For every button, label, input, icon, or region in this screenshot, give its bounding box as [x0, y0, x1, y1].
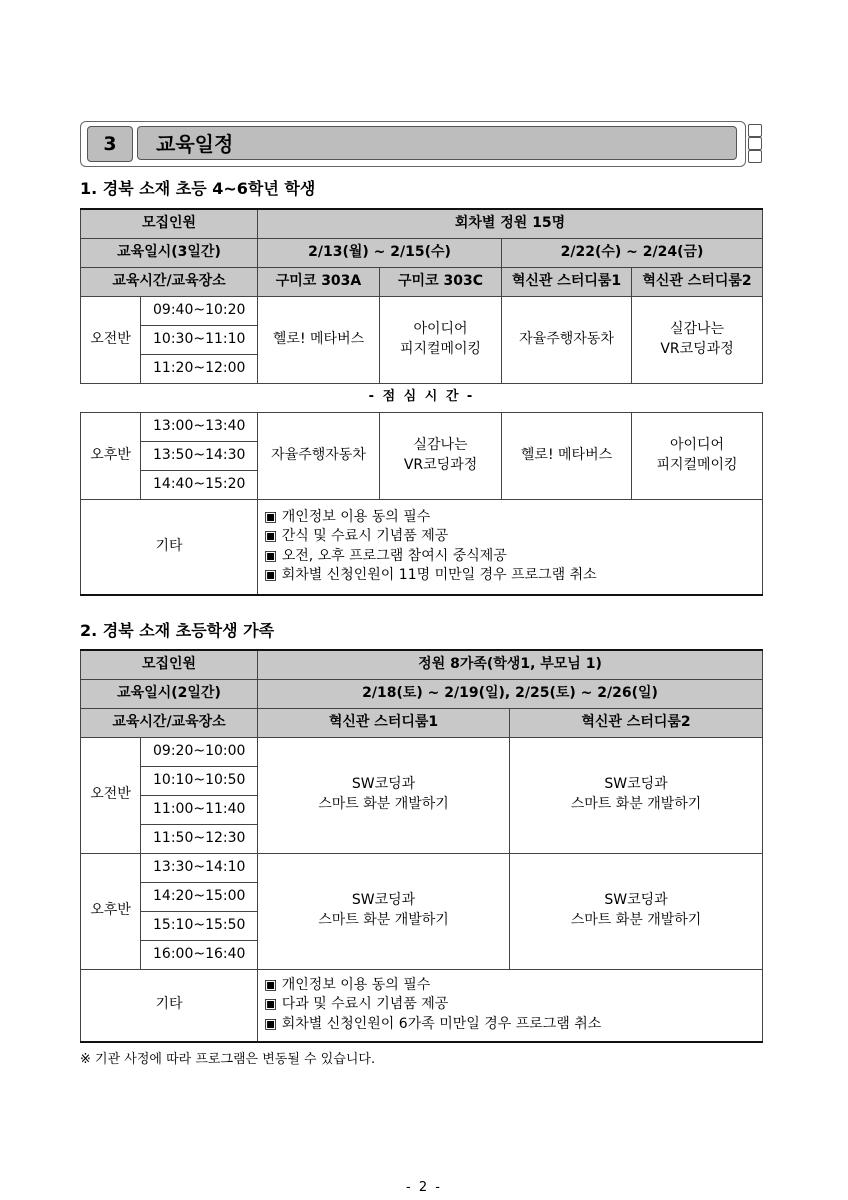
date-range: 2/18(토) ~ 2/19(일), 2/25(토) ~ 2/26(일)	[258, 679, 763, 708]
subsection-1-title: 1. 경북 소재 초등 4~6학년 학생	[80, 179, 316, 198]
program-line: SW코딩과	[604, 892, 668, 909]
program-line: 실감나는	[413, 436, 468, 453]
date-range: 2/22(수) ~ 2/24(금)	[502, 238, 763, 267]
program-cell	[502, 296, 632, 383]
program-cell	[258, 412, 380, 499]
etc-label: 기타	[81, 499, 258, 595]
program-cell	[510, 853, 763, 969]
recruit-label: 모집인원	[81, 650, 258, 679]
time-slot: 14:40~15:20	[141, 470, 258, 499]
section-title: 교육일정	[137, 126, 737, 160]
note-item: ▣ 개인정보 이용 동의 필수	[264, 508, 431, 525]
section-number: 3	[87, 126, 133, 162]
etc-label: 기타	[81, 969, 258, 1042]
time-slot: 09:20~10:00	[141, 737, 258, 766]
recruit-value: 정원 8가족(학생1, 부모님 1)	[258, 650, 763, 679]
program-line: 스마트 화분 개발하기	[570, 912, 702, 928]
recruit-value: 회차별 정원 15명	[258, 209, 763, 238]
header-tab-decoration	[748, 137, 762, 150]
time-slot: 13:50~14:30	[141, 441, 258, 470]
program-cell	[510, 737, 763, 853]
header-tab-decoration	[748, 124, 762, 137]
program-line: 자율주행자동차	[519, 330, 614, 347]
program-line: 자율주행자동차	[271, 446, 366, 463]
room-header: 혁신관 스터디룸2	[632, 267, 763, 296]
time-slot: 16:00~16:40	[141, 940, 258, 969]
schedule-table-1	[80, 208, 763, 596]
room-header: 혁신관 스터디룸1	[502, 267, 632, 296]
lunch-break: - 점 심 시 간 -	[81, 383, 763, 412]
time-place-label: 교육시간/교육장소	[81, 267, 258, 296]
program-line: SW코딩과	[604, 776, 668, 793]
note-item: ▣ 회차별 신청인원이 11명 미만일 경우 프로그램 취소	[264, 567, 597, 584]
program-cell	[258, 853, 510, 969]
room-header: 구미코 303C	[380, 267, 502, 296]
program-cell	[632, 412, 763, 499]
schedule-table-2	[80, 649, 763, 1043]
note-item: ▣ 오전, 오후 프로그램 참여시 중식제공	[264, 547, 507, 564]
program-line: 아이디어	[413, 320, 468, 337]
room-header: 혁신관 스터디룸1	[258, 708, 510, 737]
footnote: ※ 기관 사정에 따라 프로그램은 변동될 수 있습니다.	[80, 1052, 376, 1067]
recruit-label: 모집인원	[81, 209, 258, 238]
time-slot: 13:00~13:40	[141, 412, 258, 441]
time-slot: 10:30~11:10	[141, 325, 258, 354]
am-session-label: 오전반	[81, 737, 141, 853]
program-line: 실감나는	[669, 320, 725, 337]
time-slot: 14:20~15:00	[141, 882, 258, 911]
program-cell	[502, 412, 632, 499]
note-item: ▣ 개인정보 이용 동의 필수	[264, 976, 431, 993]
time-slot: 13:30~14:10	[141, 853, 258, 882]
program-cell	[258, 737, 510, 853]
pm-session-label: 오후반	[81, 853, 141, 969]
time-place-label: 교육시간/교육장소	[81, 708, 258, 737]
program-cell	[380, 412, 502, 499]
notes-cell	[258, 969, 763, 1042]
note-item: ▣ 간식 및 수료시 기념품 제공	[264, 528, 449, 545]
program-cell	[380, 296, 502, 383]
program-line: 피지컬메이킹	[656, 456, 738, 473]
program-line: SW코딩과	[351, 892, 416, 909]
section-header	[80, 121, 764, 167]
time-slot: 11:50~12:30	[141, 824, 258, 853]
program-line: 헬로! 메타버스	[520, 446, 613, 463]
page-number: - 2 -	[406, 1180, 442, 1195]
note-item: ▣ 회차별 신청인원이 6가족 미만일 경우 프로그램 취소	[264, 1016, 602, 1033]
time-slot: 11:20~12:00	[141, 354, 258, 383]
am-session-label: 오전반	[81, 296, 141, 383]
time-slot: 15:10~15:50	[141, 911, 258, 940]
program-line: 스마트 화분 개발하기	[318, 912, 449, 928]
note-item: ▣ 다과 및 수료시 기념품 제공	[264, 996, 449, 1013]
program-line: 스마트 화분 개발하기	[570, 796, 702, 812]
time-slot: 10:10~10:50	[141, 766, 258, 795]
dates-label: 교육일시(2일간)	[81, 679, 258, 708]
time-slot: 09:40~10:20	[141, 296, 258, 325]
program-line: 헬로! 메타버스	[272, 330, 365, 347]
dates-label: 교육일시(3일간)	[81, 238, 258, 267]
subsection-2-title: 2. 경북 소재 초등학생 가족	[80, 621, 275, 640]
program-line: SW코딩과	[351, 776, 416, 793]
program-line: VR코딩과정	[403, 456, 478, 473]
date-range: 2/13(월) ~ 2/15(수)	[258, 238, 502, 267]
section-header-frame	[80, 121, 746, 167]
program-line: 피지컬메이킹	[399, 340, 482, 357]
time-slot: 11:00~11:40	[141, 795, 258, 824]
room-header: 혁신관 스터디룸2	[510, 708, 763, 737]
program-line: 스마트 화분 개발하기	[318, 796, 449, 812]
header-tab-decoration	[748, 150, 762, 163]
program-cell	[632, 296, 763, 383]
pm-session-label: 오후반	[81, 412, 141, 499]
program-line: 아이디어	[669, 436, 725, 453]
program-line: VR코딩과정	[660, 340, 734, 357]
program-cell	[258, 296, 380, 383]
notes-cell	[258, 499, 763, 595]
room-header: 구미코 303A	[258, 267, 380, 296]
